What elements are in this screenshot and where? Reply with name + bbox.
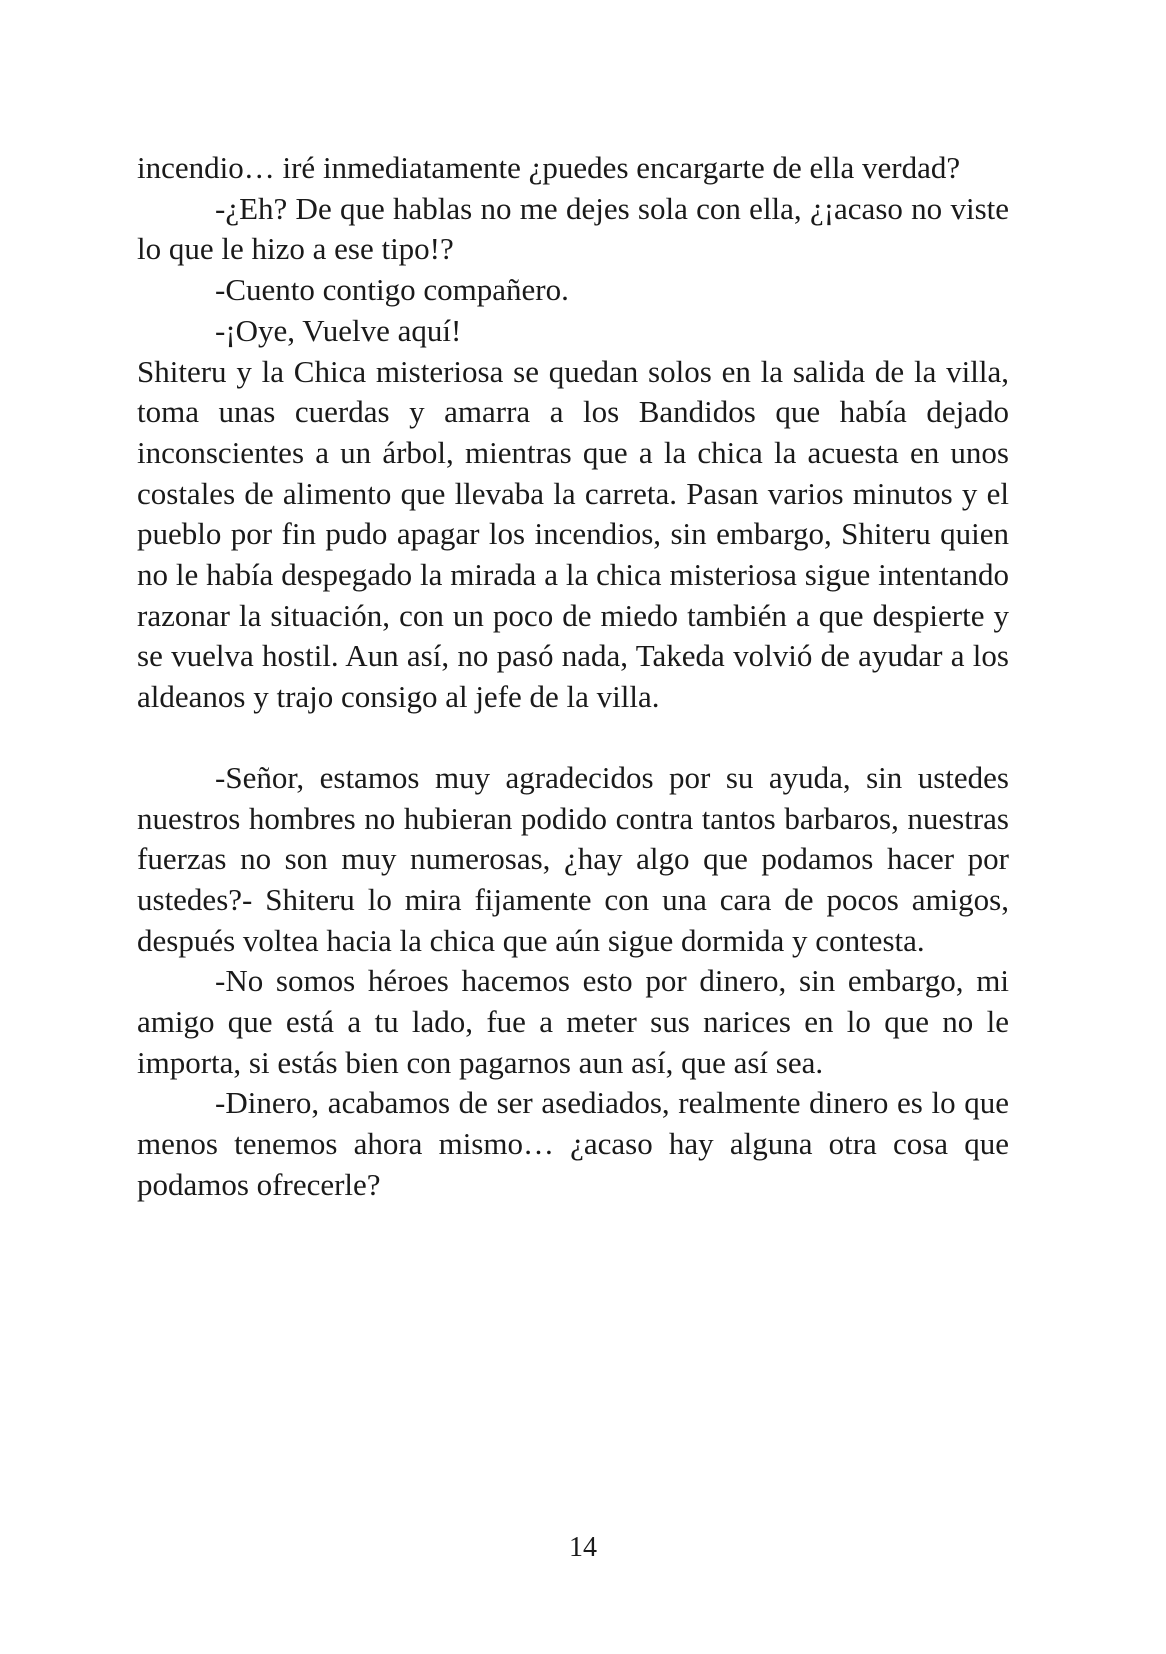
dialogue-line: -Dinero, acabamos de ser asediados, realmente dinero es lo que menos tenemos ahora mismo… ¿acaso hay alguna otra cosa que podamos ofrecerle? (137, 1085, 1009, 1202)
dialogue-line: -Señor, estamos muy agradecidos por su ayuda, sin ustedes nuestros hombres no hubieran podido contra tantos barbaros, nuestras fuerzas no son muy numerosas, ¿hay algo que podamos hacer por ustedes?- Shiteru lo mira fijamente con una cara de pocos amigos, después voltea hacia la chica que aún sigue dormida y contesta. (137, 759, 1009, 958)
narrative-paragraph: Shiteru y la Chica misteriosa se quedan solos en la salida de la villa, toma unas cuerdas y amarra a los Bandidos que había dejado inconscientes a un árbol, mientras que a la chica la acuesta en unos costales de alimento que llevaba la carreta. Pasan varios minutos y el pueblo por fin pudo apagar los incendios, sin embargo, Shiteru quien no le había despegado la mirada a la chica misteriosa sigue intentando razonar la situación, con un poco de miedo también a que despierte y se vuelva hostil. Aun así, no pasó nada, Takeda volvió de ayudar a los aldeanos y trajo consigo al jefe de la villa. (137, 353, 1009, 715)
page-number: 14 (569, 1532, 597, 1563)
dialogue-line: -¡Oye, Vuelve aquí! (215, 312, 462, 348)
dialogue-line: -¿Eh? De que hablas no me dejes sola con ella, ¿¡acaso no viste lo que le hizo a ese tipo!? (137, 190, 1009, 267)
page-body (137, 148, 1009, 1206)
dialogue-line: -Cuento contigo compañero. (215, 272, 569, 308)
paragraph-continuation: incendio… iré inmediatamente ¿puedes encargarte de ella verdad? (137, 150, 961, 185)
dialogue-line: -No somos héroes hacemos esto por dinero, sin embargo, mi amigo que está a tu lado, fue a meter sus narices en lo que no le importa, si estás bien con pagarnos aun así, que así sea. (137, 963, 1009, 1080)
